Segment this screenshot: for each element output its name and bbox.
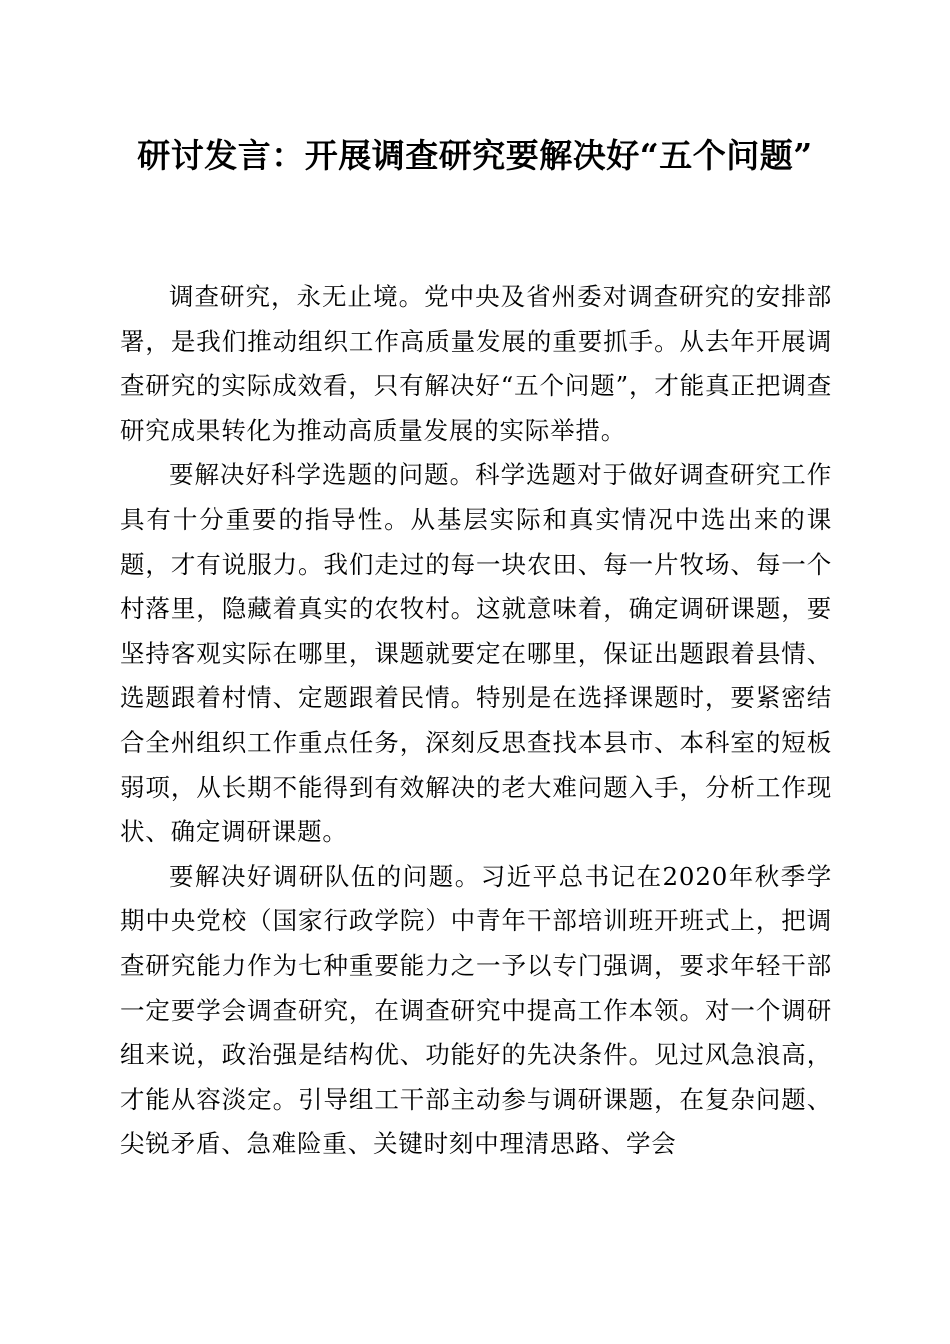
document-body (120, 275, 832, 1167)
paragraph-intro: 调查研究，永无止境。党中央及省州委对调查研究的安排部署，是我们推动组织工作高质量发展的重要抓手。从去年开展调查研究的实际成效看，只有解决好“五个问题”，才能真正把调查研究成果转化为推动高质量发展的实际举措。 (120, 282, 832, 445)
paragraph-research-team: 要解决好调研队伍的问题。习近平总书记在2020年秋季学期中央党校（国家行政学院）中青年干部培训班开班式上，把调查研究能力作为七种重要能力之一予以专门强调，要求年轻干部一定要学会调查研究，在调查研究中提高工作本领。对一个调研组来说，政治强是结构优、功能好的先决条件。见过风急浪高，才能从容淡定。引导组工干部主动参与调研课题，在复杂问题、尖锐矛盾、急难险重、关键时刻中理清思路、学会 (120, 861, 832, 1159)
paragraph-topic-selection: 要解决好科学选题的问题。科学选题对于做好调查研究工作具有十分重要的指导性。从基层实际和真实情况中选出来的课题，才有说服力。我们走过的每一块农田、每一片牧场、每一个村落里，隐藏着真实的农牧村。这就意味着，确定调研课题，要坚持客观实际在哪里，课题就要定在哪里，保证出题跟着县情、选题跟着村情、定题跟着民情。特别是在选择课题时，要紧密结合全州组织工作重点任务，深刻反思查找本县市、本科室的短板弱项，从长期不能得到有效解决的老大难问题入手，分析工作现状、确定调研课题。 (120, 460, 832, 847)
document-title: 研讨发言：开展调查研究要解决好“五个问题” (137, 136, 813, 175)
